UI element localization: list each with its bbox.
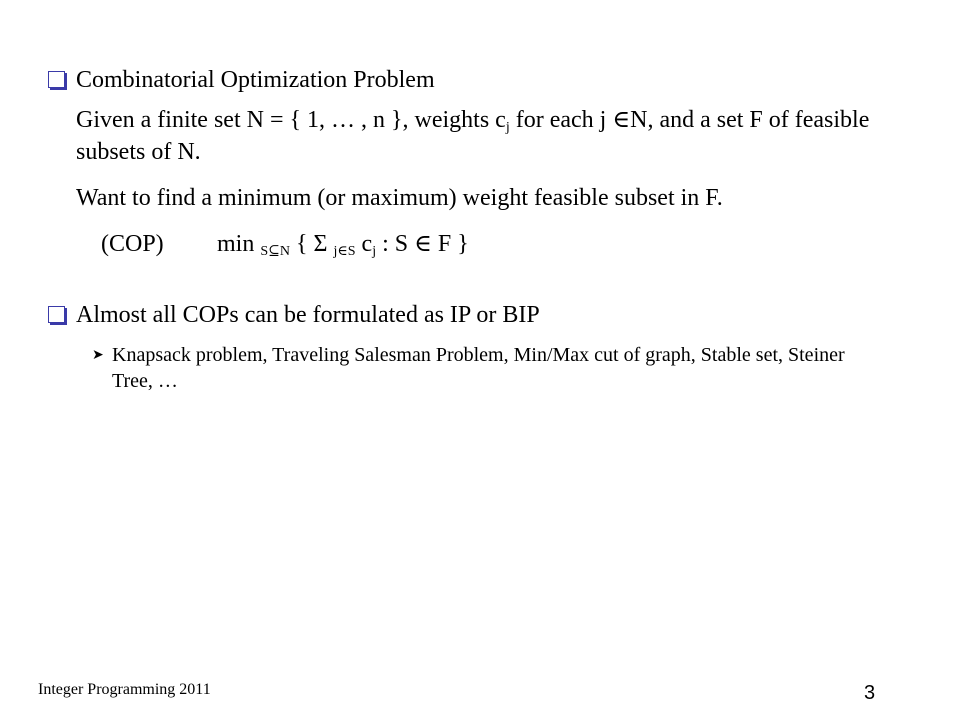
arrow-bullet-icon: ➤ [92,347,104,363]
bullet-heading: Combinatorial Optimization Problem [76,67,435,93]
bullet-almost-all-cops [48,300,540,330]
page-number: 3 [864,682,876,704]
square-bullet-icon [48,306,65,323]
bullet-combinatorial-optimization [48,65,435,95]
square-bullet-icon [48,71,65,88]
bullet-heading: Almost all COPs can be formulated as IP or BIP [76,302,540,328]
formula-label: (COP) [101,231,164,257]
footer-course-title: Integer Programming 2011 [38,681,211,698]
cop-formula: (COP) min $_{S⊆N}$ { Σ $_{j\in S}$ $c_j$ : S ∈ F } [101,231,469,259]
goal-paragraph: Want to find a minimum (or maximum) weight feasible subset in F. [76,185,723,211]
sub-bullet-examples [94,342,874,394]
sub-bullet-text: Knapsack problem, Traveling Salesman Problem, Min/Max cut of graph, Stable set, Steiner Tree, … [112,344,845,392]
definition-paragraph: Given a finite set N = { 1, … , n }, weights $c_j$ for each j ∈N, and a set F of feasible subsets of N. [76,107,870,165]
